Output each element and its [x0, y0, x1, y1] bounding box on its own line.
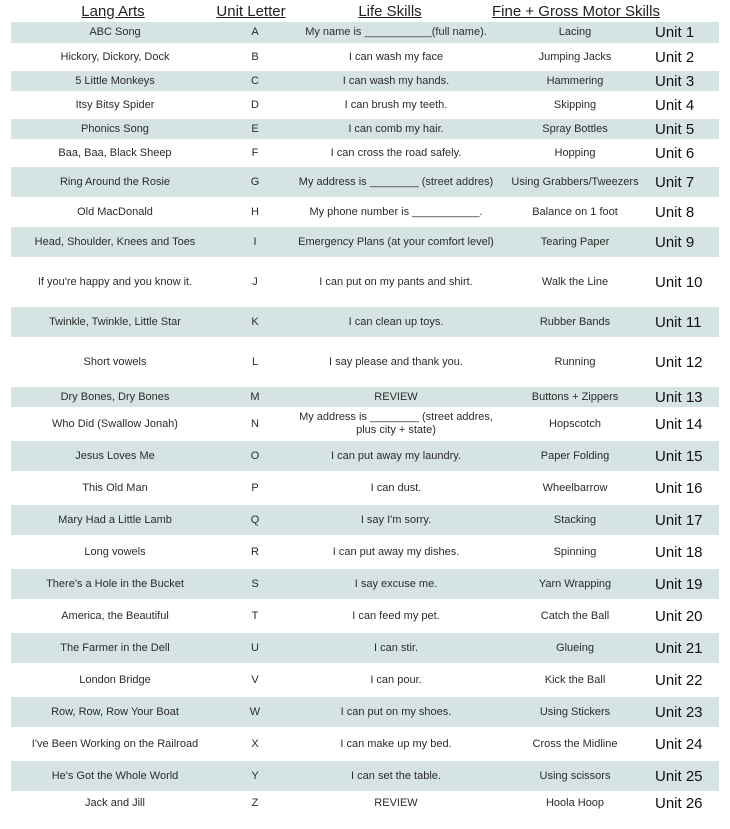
motor-skill-cell: Walk the Line: [501, 258, 649, 306]
motor-skill-cell: Using scissors: [501, 760, 649, 792]
motor-skill-cell: Spinning: [501, 536, 649, 568]
unit-label-cell: Unit 12: [649, 338, 719, 386]
unit-letter-cell: I: [219, 226, 291, 258]
table-row: [11, 600, 719, 632]
motor-skill-cell: Hopscotch: [501, 408, 649, 440]
life-skill-cell: I say I'm sorry.: [291, 504, 501, 536]
motor-skill-cell: Rubber Bands: [501, 306, 649, 338]
motor-skill-cell: Hammering: [501, 70, 649, 92]
table-row: [11, 92, 719, 118]
lang-arts-cell: Who Did (Swallow Jonah): [11, 408, 219, 440]
unit-letter-cell: E: [219, 118, 291, 140]
table-row: [11, 728, 719, 760]
table-row: [11, 440, 719, 472]
motor-skill-cell: Tearing Paper: [501, 226, 649, 258]
unit-letter-cell: P: [219, 472, 291, 504]
motor-skill-cell: Cross the Midline: [501, 728, 649, 760]
motor-skill-cell: Glueing: [501, 632, 649, 664]
lang-arts-cell: Phonics Song: [11, 118, 219, 140]
motor-skill-cell: Wheelbarrow: [501, 472, 649, 504]
unit-label-cell: Unit 14: [649, 408, 719, 440]
lang-arts-cell: London Bridge: [11, 664, 219, 696]
life-skill-cell: I can dust.: [291, 472, 501, 504]
unit-letter-cell: M: [219, 386, 291, 408]
unit-label-cell: Unit 4: [649, 92, 719, 118]
motor-skill-cell: Running: [501, 338, 649, 386]
unit-label-cell: Unit 6: [649, 140, 719, 166]
lang-arts-cell: The Farmer in the Dell: [11, 632, 219, 664]
table-row: [11, 140, 719, 166]
unit-letter-cell: T: [219, 600, 291, 632]
unit-letter-cell: D: [219, 92, 291, 118]
unit-label-cell: Unit 1: [649, 22, 719, 44]
motor-skill-cell: Balance on 1 foot: [501, 198, 649, 226]
lang-arts-cell: Jack and Jill: [11, 792, 219, 814]
lang-arts-cell: Hickory, Dickory, Dock: [11, 44, 219, 70]
motor-skill-cell: Hoola Hoop: [501, 792, 649, 814]
lang-arts-cell: He's Got the Whole World: [11, 760, 219, 792]
life-skill-cell: I can put on my shoes.: [291, 696, 501, 728]
unit-label-cell: Unit 16: [649, 472, 719, 504]
table-row: [11, 306, 719, 338]
table-row: [11, 338, 719, 386]
motor-skill-cell: Lacing: [501, 22, 649, 44]
unit-label-cell: Unit 8: [649, 198, 719, 226]
unit-letter-cell: L: [219, 338, 291, 386]
motor-skill-cell: Yarn Wrapping: [501, 568, 649, 600]
unit-letter-cell: A: [219, 22, 291, 44]
life-skill-cell: I can comb my hair.: [291, 118, 501, 140]
motor-skill-cell: Jumping Jacks: [501, 44, 649, 70]
life-skill-cell: I can wash my hands.: [291, 70, 501, 92]
lang-arts-cell: Old MacDonald: [11, 198, 219, 226]
life-skill-cell: I can cross the road safely.: [291, 140, 501, 166]
table-row: [11, 226, 719, 258]
lang-arts-cell: Short vowels: [11, 338, 219, 386]
table-row: [11, 166, 719, 198]
unit-label-cell: Unit 26: [649, 792, 719, 814]
table-row: [11, 258, 719, 306]
unit-letter-cell: B: [219, 44, 291, 70]
unit-letter-cell: U: [219, 632, 291, 664]
unit-letter-cell: V: [219, 664, 291, 696]
lang-arts-cell: Mary Had a Little Lamb: [11, 504, 219, 536]
motor-skill-cell: Using Stickers: [501, 696, 649, 728]
header-life-skills: Life Skills: [358, 3, 422, 20]
life-skill-cell: I can brush my teeth.: [291, 92, 501, 118]
table-row: [11, 198, 719, 226]
unit-letter-cell: O: [219, 440, 291, 472]
table-row: [11, 568, 719, 600]
life-skill-cell: I can stir.: [291, 632, 501, 664]
lang-arts-cell: I've Been Working on the Railroad: [11, 728, 219, 760]
unit-letter-cell: W: [219, 696, 291, 728]
unit-label-cell: Unit 22: [649, 664, 719, 696]
motor-skill-cell: Skipping: [501, 92, 649, 118]
unit-label-cell: Unit 7: [649, 166, 719, 198]
life-skill-cell: Emergency Plans (at your comfort level): [291, 226, 501, 258]
unit-label-cell: Unit 3: [649, 70, 719, 92]
life-skill-cell: I can put on my pants and shirt.: [291, 258, 501, 306]
table-row: [11, 386, 719, 408]
motor-skill-cell: Kick the Ball: [501, 664, 649, 696]
table-row: [11, 70, 719, 92]
lang-arts-cell: This Old Man: [11, 472, 219, 504]
unit-letter-cell: N: [219, 408, 291, 440]
header-unit-letter: Unit Letter: [216, 3, 286, 20]
life-skill-cell: I can feed my pet.: [291, 600, 501, 632]
table-row: [11, 632, 719, 664]
curriculum-table: [11, 22, 719, 815]
life-skill-cell: I say excuse me.: [291, 568, 501, 600]
unit-letter-cell: F: [219, 140, 291, 166]
table-row: [11, 664, 719, 696]
motor-skill-cell: Stacking: [501, 504, 649, 536]
life-skill-cell: I can clean up toys.: [291, 306, 501, 338]
life-skill-cell: I can put away my laundry.: [291, 440, 501, 472]
unit-label-cell: Unit 9: [649, 226, 719, 258]
table-row: [11, 696, 719, 728]
lang-arts-cell: Long vowels: [11, 536, 219, 568]
lang-arts-cell: There's a Hole in the Bucket: [11, 568, 219, 600]
lang-arts-cell: ABC Song: [11, 22, 219, 44]
life-skill-cell: My phone number is ___________.: [291, 198, 501, 226]
unit-label-cell: Unit 21: [649, 632, 719, 664]
table-row: [11, 22, 719, 44]
lang-arts-cell: If you're happy and you know it.: [11, 258, 219, 306]
unit-label-cell: Unit 5: [649, 118, 719, 140]
table-row: [11, 536, 719, 568]
motor-skill-cell: Spray Bottles: [501, 118, 649, 140]
life-skill-cell: My name is ___________(full name).: [291, 22, 501, 44]
table-row: [11, 44, 719, 70]
lang-arts-cell: Jesus Loves Me: [11, 440, 219, 472]
life-skill-cell: I can set the table.: [291, 760, 501, 792]
life-skill-cell: I can wash my face: [291, 44, 501, 70]
lang-arts-cell: Baa, Baa, Black Sheep: [11, 140, 219, 166]
unit-label-cell: Unit 13: [649, 386, 719, 408]
life-skill-cell: REVIEW: [291, 792, 501, 814]
unit-label-cell: Unit 2: [649, 44, 719, 70]
motor-skill-cell: Paper Folding: [501, 440, 649, 472]
unit-label-cell: Unit 18: [649, 536, 719, 568]
life-skill-cell: I can make up my bed.: [291, 728, 501, 760]
table-row: [11, 118, 719, 140]
lang-arts-cell: Dry Bones, Dry Bones: [11, 386, 219, 408]
unit-letter-cell: X: [219, 728, 291, 760]
unit-letter-cell: K: [219, 306, 291, 338]
life-skill-cell: I can pour.: [291, 664, 501, 696]
table-row: [11, 760, 719, 792]
unit-label-cell: Unit 25: [649, 760, 719, 792]
unit-letter-cell: Q: [219, 504, 291, 536]
lang-arts-cell: Twinkle, Twinkle, Little Star: [11, 306, 219, 338]
life-skill-cell: REVIEW: [291, 386, 501, 408]
motor-skill-cell: Catch the Ball: [501, 600, 649, 632]
motor-skill-cell: Using Grabbers/Tweezers: [501, 166, 649, 198]
lang-arts-cell: Row, Row, Row Your Boat: [11, 696, 219, 728]
unit-letter-cell: Z: [219, 792, 291, 814]
lang-arts-cell: Head, Shoulder, Knees and Toes: [11, 226, 219, 258]
unit-label-cell: Unit 15: [649, 440, 719, 472]
unit-label-cell: Unit 19: [649, 568, 719, 600]
table-header: [0, 0, 730, 22]
lang-arts-cell: Itsy Bitsy Spider: [11, 92, 219, 118]
motor-skill-cell: Hopping: [501, 140, 649, 166]
lang-arts-cell: Ring Around the Rosie: [11, 166, 219, 198]
motor-skill-cell: Buttons + Zippers: [501, 386, 649, 408]
life-skill-cell: I can put away my dishes.: [291, 536, 501, 568]
table-row: [11, 504, 719, 536]
header-lang-arts: Lang Arts: [81, 3, 145, 20]
lang-arts-cell: America, the Beautiful: [11, 600, 219, 632]
unit-letter-cell: H: [219, 198, 291, 226]
life-skill-cell: I say please and thank you.: [291, 338, 501, 386]
unit-letter-cell: S: [219, 568, 291, 600]
life-skill-cell: My address is ________ (street addres): [291, 166, 501, 198]
unit-letter-cell: R: [219, 536, 291, 568]
unit-letter-cell: J: [219, 258, 291, 306]
table-row: [11, 408, 719, 440]
unit-label-cell: Unit 11: [649, 306, 719, 338]
unit-label-cell: Unit 10: [649, 258, 719, 306]
unit-letter-cell: G: [219, 166, 291, 198]
unit-label-cell: Unit 23: [649, 696, 719, 728]
life-skill-cell: My address is ________ (street addres, plus city + state): [291, 408, 501, 440]
unit-label-cell: Unit 17: [649, 504, 719, 536]
table-row: [11, 472, 719, 504]
unit-letter-cell: Y: [219, 760, 291, 792]
lang-arts-cell: 5 Little Monkeys: [11, 70, 219, 92]
table-row: [11, 792, 719, 814]
unit-label-cell: Unit 20: [649, 600, 719, 632]
header-motor-skills: Fine + Gross Motor Skills: [492, 3, 660, 20]
unit-label-cell: Unit 24: [649, 728, 719, 760]
unit-letter-cell: C: [219, 70, 291, 92]
